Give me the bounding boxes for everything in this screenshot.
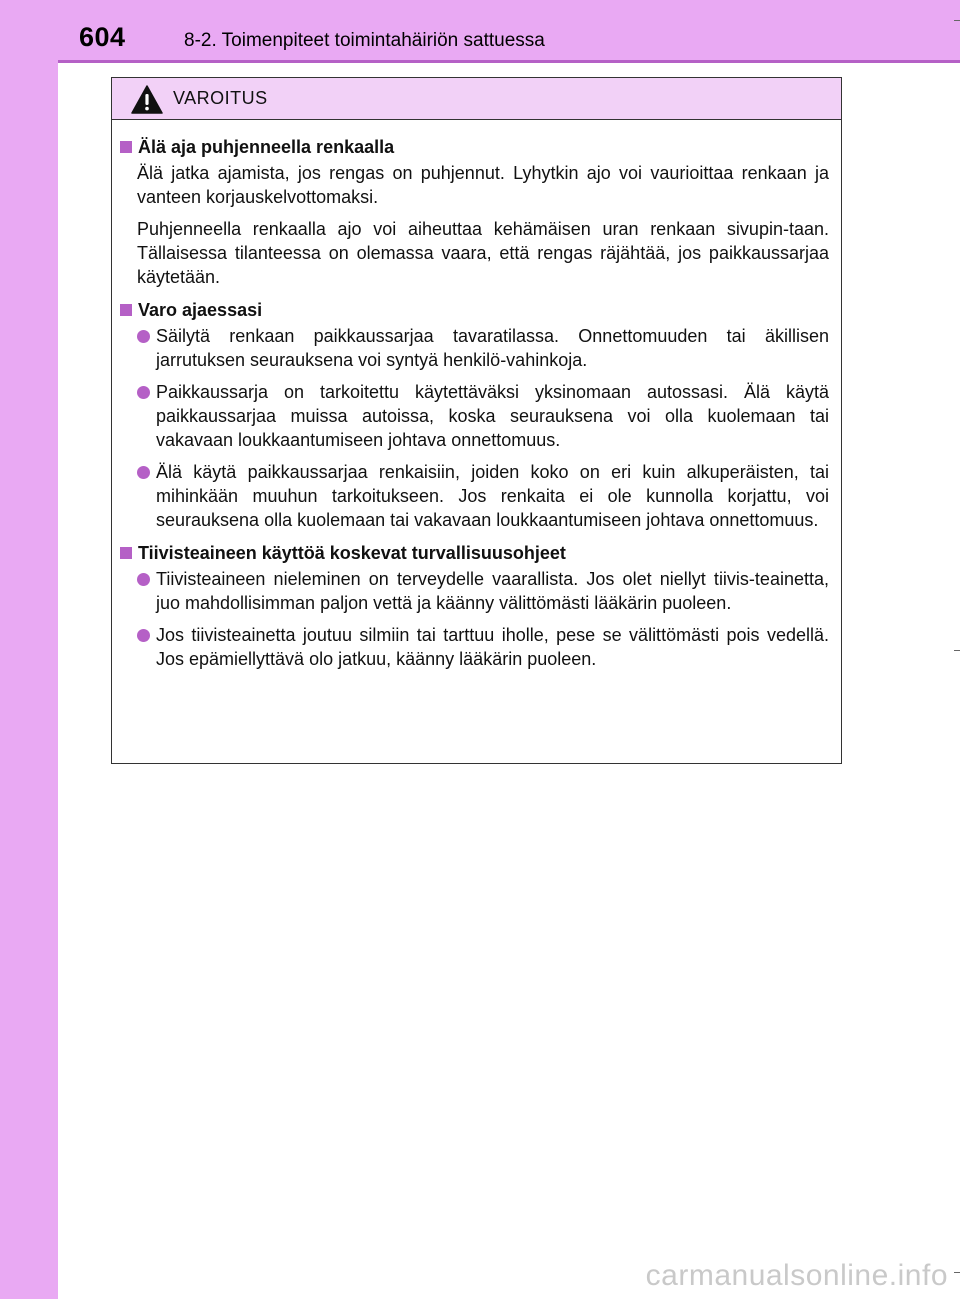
section-heading xyxy=(120,298,829,322)
round-bullet-icon xyxy=(137,330,150,343)
section-heading-text: Varo ajaessasi xyxy=(138,300,263,320)
list-item-text: Säilytä renkaan paikkaussarjaa tavaratilassa. Onnettomuuden tai äkillisen jarrutuksen seurauksena voi syntyä henkilö-vahinkoja. xyxy=(156,326,829,370)
warning-section xyxy=(120,541,829,671)
section-heading xyxy=(120,541,829,565)
warning-section xyxy=(120,298,829,532)
list-item xyxy=(120,324,829,372)
round-bullet-icon xyxy=(137,466,150,479)
square-bullet-icon xyxy=(120,141,132,153)
section-heading-text: Tiivisteaineen käyttöä koskevat turvallisuusohjeet xyxy=(138,543,566,563)
round-bullet-icon xyxy=(137,629,150,642)
warning-header xyxy=(112,78,841,120)
warning-label: VAROITUS xyxy=(173,88,268,108)
list-item-text: Älä käytä paikkaussarjaa renkaisiin, joiden koko on eri kuin alkuperäisten, tai mihinkään muuhun tarkoitukseen. Jos renkaita ei ole kunnolla korjattu, voi seurauksena olla kuolemaan tai vakavaan loukkaantumiseen johtava onnettomuus. xyxy=(156,462,829,530)
crop-mark xyxy=(954,20,960,21)
watermark: carmanualsonline.info xyxy=(645,1259,948,1292)
sidebar-tab xyxy=(0,0,58,1299)
crop-mark xyxy=(954,1272,960,1273)
list-item xyxy=(120,460,829,532)
paragraph: Älä jatka ajamista, jos rengas on puhjennut. Lyhytkin ajo voi vaurioittaa renkaan ja vanteen korjauskelvottomaksi. xyxy=(137,163,829,207)
list-item xyxy=(120,380,829,452)
round-bullet-icon xyxy=(137,386,150,399)
paragraph: Puhjenneella renkaalla ajo voi aiheuttaa kehämäisen uran renkaan sivupin-taan. Tällaisessa tilanteessa on olemassa vaara, että rengas räjähtää, jos paikkaussarjaa käytetään. xyxy=(137,219,829,287)
list-item-text: Tiivisteaineen nieleminen on terveydelle vaarallista. Jos olet niellyt tiivis-teainetta, juo mahdollisimman paljon vettä ja käänny välittömästi lääkärin puoleen. xyxy=(156,569,829,613)
list-item xyxy=(120,567,829,615)
section-heading-text: Älä aja puhjenneella renkaalla xyxy=(138,137,395,157)
list-item-text: Paikkaussarja on tarkoitettu käytettäväksi yksinomaan autossasi. Älä käytä paikkaussarjaa muissa autoissa, koska seurauksena voi olla kuolemaan tai vakavaan loukkaantumiseen johtava onnettomuus. xyxy=(156,382,829,450)
section-heading xyxy=(120,135,829,159)
warning-triangle-icon xyxy=(131,85,163,114)
warning-box xyxy=(111,77,842,764)
round-bullet-icon xyxy=(137,573,150,586)
list-item-text: Jos tiivisteainetta joutuu silmiin tai tarttuu iholle, pese se välittömästi pois vedellä. Jos epämiellyttävä olo jatkuu, käänny lääkärin puoleen. xyxy=(156,625,829,669)
warning-content xyxy=(112,120,841,671)
list-item xyxy=(120,623,829,671)
square-bullet-icon xyxy=(120,547,132,559)
warning-section xyxy=(120,135,829,289)
square-bullet-icon xyxy=(120,304,132,316)
page-number: 604 xyxy=(79,22,126,52)
header-divider xyxy=(58,60,960,63)
crop-mark xyxy=(954,650,960,651)
section-title: 8-2. Toimenpiteet toimintahäiriön sattuessa xyxy=(184,30,545,51)
